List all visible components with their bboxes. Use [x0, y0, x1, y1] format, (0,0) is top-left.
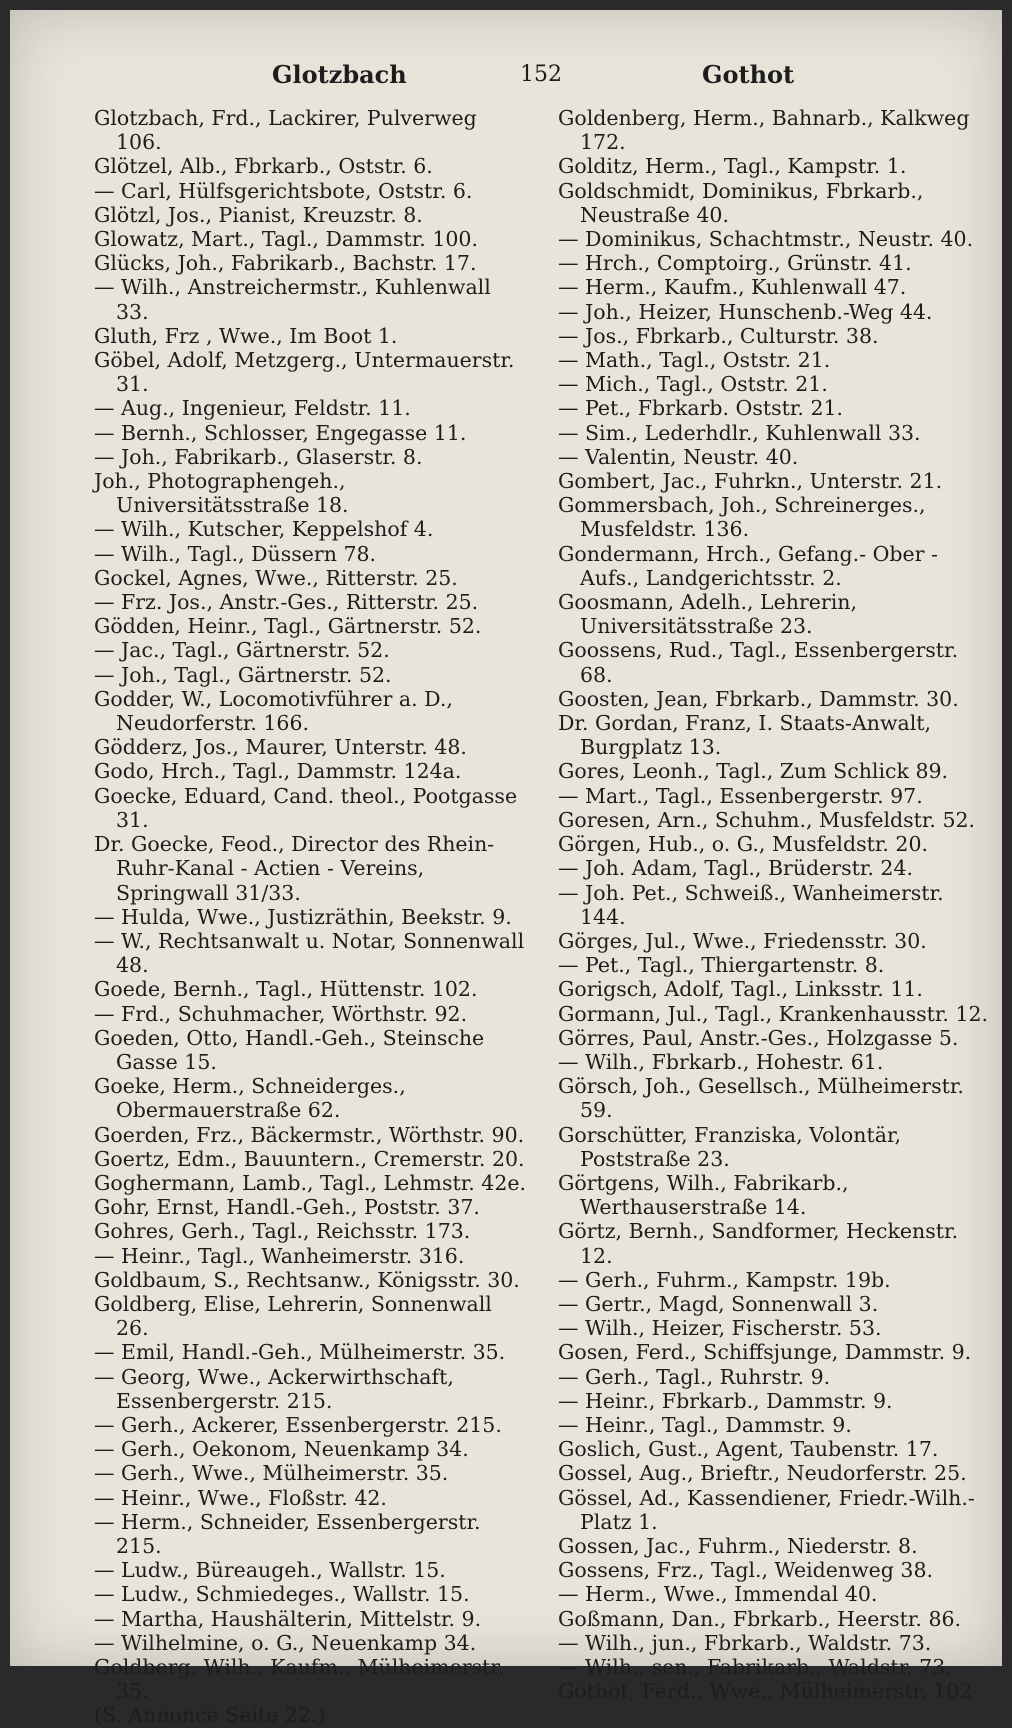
directory-entry: Goresen, Arn., Schuhm., Musfeldstr. 52.: [558, 807, 976, 832]
directory-entry: Dr. Goecke, Feod., Director des Rhein-Ruhr-Kanal - Actien - Vereins, Springwall 31/33.: [94, 832, 495, 905]
directory-entry: — Ludw., Büreaugeh., Wallstr. 15.: [94, 1558, 446, 1583]
directory-entry: Goldberg, Wilh., Kaufm., Mülheimerstr. 35.: [94, 1655, 505, 1704]
directory-entry: — Joh., Heizer, Hunschenb.-Weg 44.: [558, 299, 933, 324]
directory-entry: Gothot, Ferd., Wwe., Mülheimerstr. 102: [558, 1679, 973, 1704]
directory-entry: — Joh. Pet., Schweiß., Wanheimerstr. 144.: [558, 880, 944, 929]
directory-entry: Goldbaum, S., Rechtsanw., Königsstr. 30.: [94, 1267, 520, 1292]
directory-entry: Dr. Gordan, Franz, I. Staats-Anwalt, Burgplatz 13.: [558, 711, 932, 760]
directory-entry: Golditz, Herm., Tagl., Kampstr. 1.: [558, 154, 907, 179]
directory-entry: — Wilh., Kutscher, Keppelshof 4.: [94, 517, 434, 542]
directory-entry: Glötzel, Alb., Fbrkarb., Oststr. 6.: [94, 154, 433, 179]
directory-entry: — Gerh., Fuhrm., Kampstr. 19b.: [558, 1267, 891, 1292]
directory-entry: — Heinr., Wwe., Floßstr. 42.: [94, 1485, 387, 1510]
directory-entry: Görtz, Bernh., Sandformer, Heckenstr. 12.: [558, 1219, 959, 1268]
directory-entry: Görgen, Hub., o. G., Musfeldstr. 20.: [558, 832, 929, 857]
directory-entry: Glötzl, Jos., Pianist, Kreuzstr. 8.: [94, 202, 423, 227]
directory-entry: — Joh., Tagl., Gärtnerstr. 52.: [94, 662, 392, 687]
directory-entry: — Jos., Fbrkarb., Culturstr. 38.: [558, 323, 879, 348]
directory-entry: Goldschmidt, Dominikus, Fbrkarb., Neustraße 40.: [558, 178, 924, 227]
directory-entry: — Frd., Schuhmacher, Wörthstr. 92.: [94, 1001, 468, 1026]
directory-entry: Goeden, Otto, Handl.-Geh., Steinsche Gasse 15.: [94, 1025, 485, 1074]
directory-entry: Goßmann, Dan., Fbrkarb., Heerstr. 86.: [558, 1606, 962, 1631]
directory-entry: Goede, Bernh., Tagl., Hüttenstr. 102.: [94, 977, 478, 1002]
directory-entry: — Pet., Tagl., Thiergartenstr. 8.: [558, 953, 885, 978]
directory-entry: — Wilh., Anstreichermstr., Kuhlenwall 33.: [94, 275, 491, 324]
directory-entry: Goosten, Jean, Fbrkarb., Dammstr. 30.: [558, 686, 959, 711]
directory-entry: Gommersbach, Joh., Schreinerges., Musfeldstr. 136.: [558, 493, 926, 542]
directory-entry: — Pet., Fbrkarb. Oststr. 21.: [558, 396, 844, 421]
directory-entry: — Mart., Tagl., Essenbergerstr. 97.: [558, 783, 923, 808]
directory-entry: — Herm., Kaufm., Kuhlenwall 47.: [558, 275, 907, 300]
directory-entry: — Bernh., Schlosser, Engegasse 11.: [94, 420, 467, 445]
directory-entry: — Hulda, Wwe., Justizräthin, Beekstr. 9.: [94, 904, 512, 929]
directory-entry: — Sim., Lederhdlr., Kuhlenwall 33.: [558, 420, 921, 445]
directory-entry: Godo, Hrch., Tagl., Dammstr. 124a.: [94, 759, 462, 784]
directory-entry: Goerden, Frz., Bäckermstr., Wörthstr. 90.: [94, 1122, 525, 1147]
directory-entry: Görres, Paul, Anstr.-Ges., Holzgasse 5.: [558, 1025, 959, 1050]
directory-entry: Goossens, Rud., Tagl., Essenbergerstr. 68.: [558, 638, 959, 687]
header-first-entry: Glotzbach: [272, 60, 407, 89]
directory-entry: Gödden, Heinr., Tagl., Gärtnerstr. 52.: [94, 614, 482, 639]
directory-entry: Görtgens, Wilh., Fabrikarb., Werthauserstraße 14.: [558, 1170, 849, 1220]
directory-entry: (S. Annonce Seite 22.): [94, 1703, 326, 1728]
directory-entry: Godder, W., Locomotivführer a. D., Neudorferstr. 166.: [94, 686, 453, 736]
directory-entry: Glowatz, Mart., Tagl., Dammstr. 100.: [94, 227, 478, 252]
directory-entry: Joh., Photographengeh., Universitätsstraße 18.: [94, 469, 349, 518]
page-header: [10, 58, 1002, 94]
directory-entry: Goecke, Eduard, Cand. theol., Pootgasse 31.: [94, 783, 518, 832]
directory-entry: Gockel, Agnes, Wwe., Ritterstr. 25.: [94, 565, 458, 590]
directory-entry: — Emil, Handl.-Geh., Mülheimerstr. 35.: [94, 1340, 506, 1365]
directory-entry: Goldberg, Elise, Lehrerin, Sonnenwall 26.: [94, 1291, 492, 1341]
directory-entry: — Heinr., Tagl., Dammstr. 9.: [558, 1412, 852, 1437]
directory-entry: Gombert, Jac., Fuhrkn., Unterstr. 21.: [558, 469, 943, 494]
directory-entry: Goghermann, Lamb., Tagl., Lehmstr. 42e.: [94, 1170, 527, 1195]
header-last-entry: Gothot: [702, 60, 795, 89]
directory-entry: Görges, Jul., Wwe., Friedensstr. 30.: [558, 928, 927, 953]
directory-entry: Gossens, Frz., Tagl., Weidenweg 38.: [558, 1558, 934, 1583]
right-column: [558, 106, 990, 1703]
directory-entry: Goeke, Herm., Schneiderges., Obermauerstraße 62.: [94, 1074, 406, 1123]
directory-entry: Gössel, Ad., Kassendiener, Friedr.-Wilh.-Platz 1.: [558, 1485, 975, 1534]
directory-entry: — Carl, Hülfsgerichtsbote, Oststr. 6.: [94, 178, 473, 203]
directory-entry: — Gerh., Oekonom, Neuenkamp 34.: [94, 1437, 469, 1462]
directory-entry: — Georg, Wwe., Ackerwirthschaft, Essenbergerstr. 215.: [94, 1364, 454, 1413]
directory-entry: Gormann, Jul., Tagl., Krankenhausstr. 12.: [558, 1001, 989, 1026]
directory-entry: — Joh., Fabrikarb., Glaserstr. 8.: [94, 444, 423, 469]
directory-entry: — Jac., Tagl., Gärtnerstr. 52.: [94, 638, 390, 663]
directory-entry: Gondermann, Hrch., Gefang.- Ober - Aufs., Landgerichtsstr. 2.: [558, 541, 938, 590]
directory-entry: — Gerh., Wwe., Mülheimerstr. 35.: [94, 1461, 449, 1486]
directory-entry: Gosen, Ferd., Schiffsjunge, Dammstr. 9.: [558, 1340, 972, 1365]
directory-entry: — Frz. Jos., Anstr.-Ges., Ritterstr. 25.: [94, 590, 479, 615]
directory-entry: — Dominikus, Schachtmstr., Neustr. 40.: [558, 227, 974, 252]
directory-entry: — Wilh., Heizer, Fischerstr. 53.: [558, 1316, 882, 1341]
directory-entry: — Wilhelmine, o. G., Neuenkamp 34.: [94, 1630, 477, 1655]
directory-entry: — Gerh., Ackerer, Essenbergerstr. 215.: [94, 1412, 502, 1437]
directory-entry: Gohr, Ernst, Handl.-Geh., Poststr. 37.: [94, 1195, 480, 1220]
directory-entry: Gossen, Jac., Fuhrm., Niederstr. 8.: [558, 1533, 918, 1558]
directory-entry: — Heinr., Tagl., Wanheimerstr. 316.: [94, 1243, 465, 1268]
directory-entry: — Gertr., Magd, Sonnenwall 3.: [558, 1291, 879, 1316]
directory-entry: — Herm., Wwe., Immendal 40.: [558, 1582, 878, 1607]
directory-entry: — Valentin, Neustr. 40.: [558, 444, 799, 469]
directory-entry: — Heinr., Fbrkarb., Dammstr. 9.: [558, 1388, 893, 1413]
directory-entry: — Wilh., jun., Fbrkarb., Waldstr. 73.: [558, 1630, 932, 1655]
directory-entry: — W., Rechtsanwalt u. Notar, Sonnenwall 48.: [94, 928, 525, 978]
directory-entry: — Wilh., Tagl., Düssern 78.: [94, 541, 377, 566]
directory-entry: Goldenberg, Herm., Bahnarb., Kalkweg 172.: [558, 106, 970, 155]
page-number: 152: [520, 62, 562, 87]
directory-entry: Goertz, Edm., Bauuntern., Cremerstr. 20.: [94, 1146, 525, 1171]
directory-entry: — Herm., Schneider, Essenbergerstr. 215.: [94, 1509, 481, 1558]
directory-entry: — Martha, Haushälterin, Mittelstr. 9.: [94, 1606, 482, 1631]
directory-entry: Gohres, Gerh., Tagl., Reichsstr. 173.: [94, 1219, 471, 1244]
directory-entry: Glotzbach, Frd., Lackirer, Pulverweg 106.: [94, 106, 477, 155]
directory-entry: Gluth, Frz , Wwe., Im Boot 1.: [94, 323, 398, 348]
directory-entry: Gossel, Aug., Brieftr., Neudorferstr. 25.: [558, 1461, 967, 1486]
directory-entry: Glücks, Joh., Fabrikarb., Bachstr. 17.: [94, 251, 477, 276]
directory-entry: — Wilh., Fbrkarb., Hohestr. 61.: [558, 1049, 884, 1074]
directory-entry: Gorigsch, Adolf, Tagl., Linksstr. 11.: [558, 977, 923, 1002]
directory-entry: — Mich., Tagl., Oststr. 21.: [558, 372, 828, 397]
directory-entry: Göbel, Adolf, Metzgerg., Untermauerstr. 31.: [94, 348, 515, 397]
directory-entry: Gores, Leonh., Tagl., Zum Schlick 89.: [558, 759, 949, 784]
left-column: [94, 106, 526, 1728]
directory-entry: — Ludw., Schmiedeges., Wallstr. 15.: [94, 1582, 470, 1607]
directory-entry: Goosmann, Adelh., Lehrerin, Universitätsstraße 23.: [558, 590, 858, 639]
directory-entry: Gödderz, Jos., Maurer, Unterstr. 48.: [94, 735, 467, 760]
directory-entry: — Aug., Ingenieur, Feldstr. 11.: [94, 396, 411, 421]
directory-entry: — Wilh., sen., Fabrikarb., Waldstr. 73.: [558, 1655, 952, 1679]
directory-page: [10, 10, 1002, 1728]
directory-entry: — Joh. Adam, Tagl., Brüderstr. 24.: [558, 856, 914, 881]
directory-entry: — Math., Tagl., Oststr. 21.: [558, 348, 831, 373]
directory-entry: — Gerh., Tagl., Ruhrstr. 9.: [558, 1364, 831, 1389]
directory-entry: Goslich, Gust., Agent, Taubenstr. 17.: [558, 1437, 939, 1462]
directory-entry: — Hrch., Comptoirg., Grünstr. 41.: [558, 251, 912, 276]
directory-entry: Görsch, Joh., Gesellsch., Mülheimerstr. 59.: [558, 1074, 964, 1123]
directory-entry: Gorschütter, Franziska, Volontär, Poststraße 23.: [558, 1122, 902, 1171]
